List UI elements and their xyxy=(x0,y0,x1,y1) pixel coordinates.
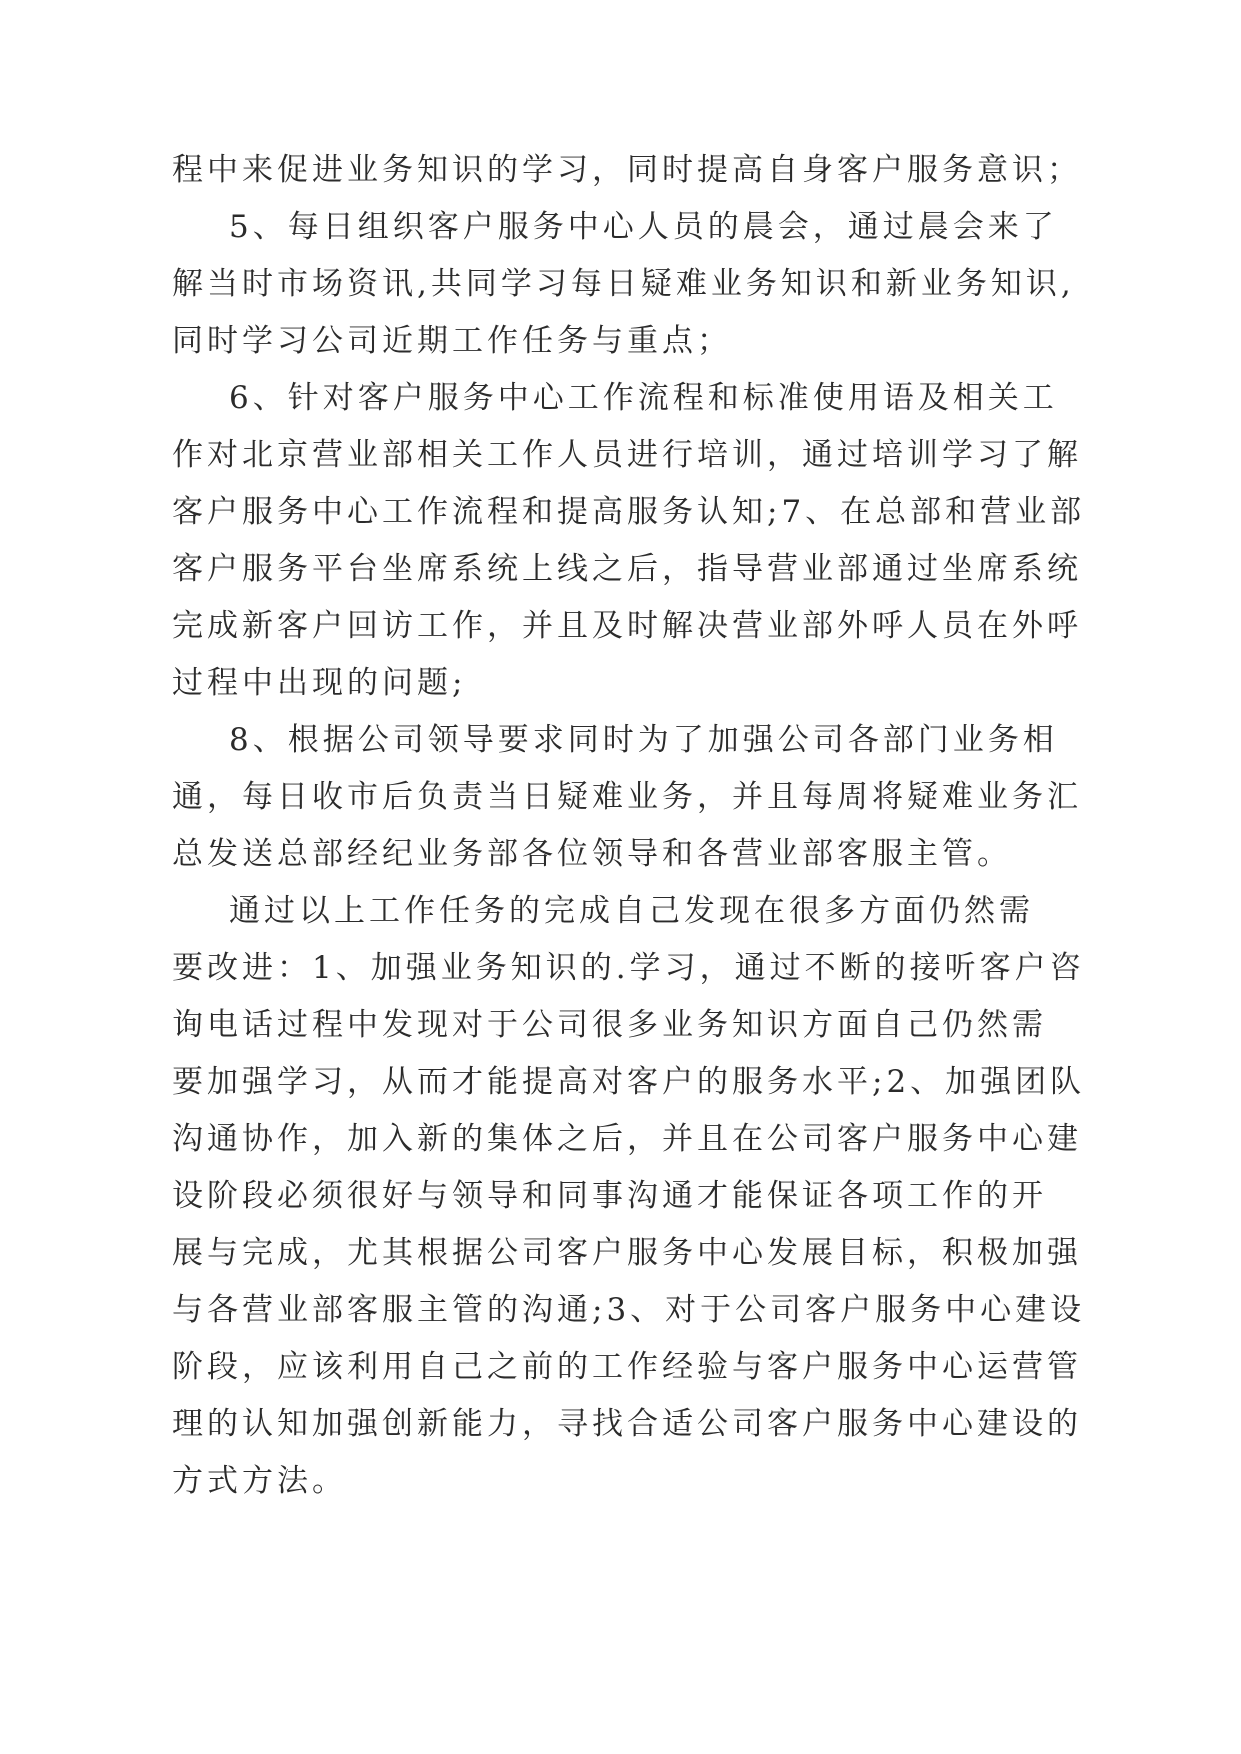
text-line: 询电话过程中发现对于公司很多业务知识方面自己仍然需 xyxy=(172,1007,1047,1043)
text-line: 客户服务平台坐席系统上线之后，指导营业部通过坐席系统 xyxy=(172,551,1082,587)
text-line: 要加强学习，从而才能提高对客户的服务水平;2、加强团队 xyxy=(172,1064,1086,1100)
text-line: 总发送总部经纪业务部各位领导和各营业部客服主管。 xyxy=(172,836,1012,872)
text-line: 设阶段必须很好与领导和同事沟通才能保证各项工作的开 xyxy=(172,1178,1047,1214)
text-line: 理的认知加强创新能力，寻找合适公司客户服务中心建设的 xyxy=(172,1406,1082,1442)
text-line: 完成新客户回访工作，并且及时解决营业部外呼人员在外呼 xyxy=(172,608,1082,644)
text-line: 通过以上工作任务的完成自己发现在很多方面仍然需 xyxy=(229,893,1034,929)
text-line: 方式方法。 xyxy=(172,1463,347,1499)
text-line: 要改进：1、加强业务知识的.学习，通过不断的接听客户咨 xyxy=(172,950,1085,986)
text-line: 同时学习公司近期工作任务与重点； xyxy=(172,323,732,359)
text-line: 过程中出现的问题; xyxy=(172,665,467,701)
text-line: 沟通协作，加入新的集体之后，并且在公司客户服务中心建 xyxy=(172,1121,1082,1157)
text-line: 展与完成，尤其根据公司客户服务中心发展目标，积极加强 xyxy=(172,1235,1082,1271)
text-line: 客户服务中心工作流程和提高服务认知;7、在总部和营业部 xyxy=(172,494,1086,530)
text-line: 解当时市场资讯,共同学习每日疑难业务知识和新业务知识, xyxy=(172,266,1075,302)
text-line: 程中来促进业务知识的学习，同时提高自身客户服务意识； xyxy=(172,152,1082,188)
text-line: 作对北京营业部相关工作人员进行培训，通过培训学习了解 xyxy=(172,437,1082,473)
text-line: 8、根据公司领导要求同时为了加强公司各部门业务相 xyxy=(229,722,1058,758)
text-line: 阶段，应该利用自己之前的工作经验与客户服务中心运营管 xyxy=(172,1349,1082,1385)
text-line: 通，每日收市后负责当日疑难业务，并且每周将疑难业务汇 xyxy=(172,779,1082,815)
text-line: 5、每日组织客户服务中心人员的晨会，通过晨会来了 xyxy=(229,209,1058,245)
text-line: 与各营业部客服主管的沟通;3、对于公司客户服务中心建设 xyxy=(172,1292,1086,1328)
text-line: 6、针对客户服务中心工作流程和标准使用语及相关工 xyxy=(229,380,1058,416)
